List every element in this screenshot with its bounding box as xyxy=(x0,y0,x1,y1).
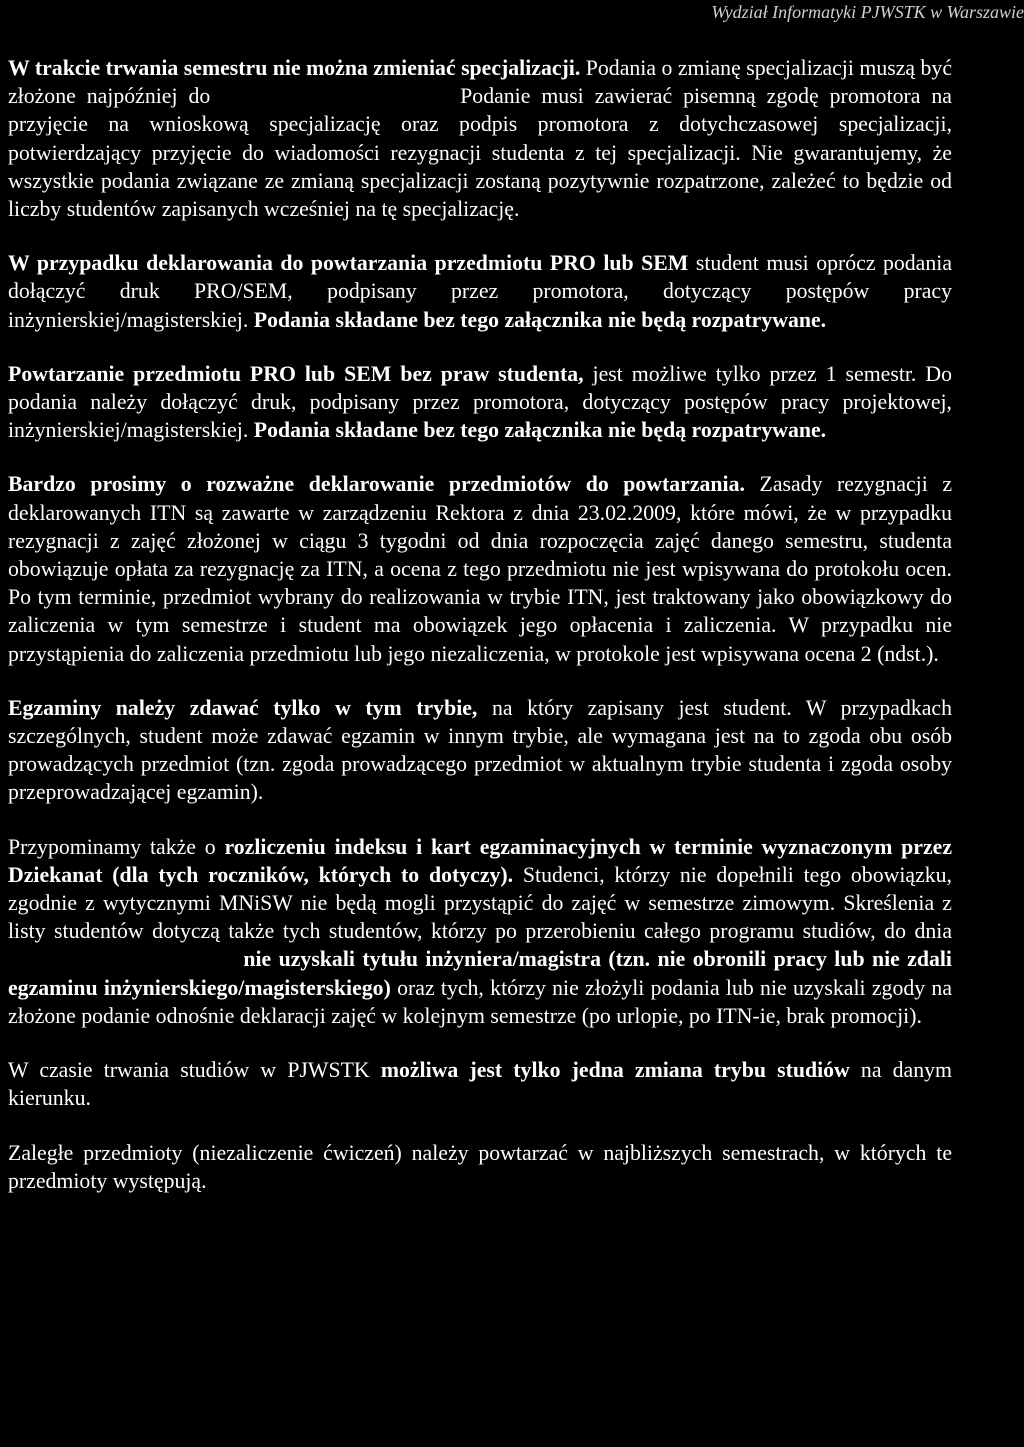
document-body xyxy=(8,54,952,1221)
paragraph-repeat-pro-sem xyxy=(8,249,952,334)
text-run: Bardzo prosimy o rozważne deklarowanie przedmiotów do powtarzania. xyxy=(8,472,745,497)
text-run: na danym kierunku. xyxy=(8,1058,952,1111)
paragraph-overdue-subjects xyxy=(8,1139,952,1195)
text-run: jest możliwe tylko przez 1 semestr. Do podania należy dołączyć druk, podpisany przez promotora, dotyczący postępów pracy projektowej, inżynierskiej/magisterskiej. xyxy=(8,361,952,443)
text-run: W czasie trwania studiów w PJWSTK xyxy=(8,1058,381,1083)
text-run: Zaległe przedmioty (niezaliczenie ćwiczeń) należy powtarzać w najbliższych semestrach, w których te przedmioty występują. xyxy=(8,1140,952,1193)
paragraph-itn-declaration xyxy=(8,470,952,667)
paragraph-specialization-change xyxy=(8,54,952,223)
text-run: Podania składane bez tego załącznika nie będą rozpatrywane. xyxy=(253,418,827,443)
text-run: W przypadku deklarowania do powtarzania przedmiotu PRO lub SEM xyxy=(8,251,689,276)
text-run: Podania składane bez tego załącznika nie będą rozpatrywane. xyxy=(253,307,827,332)
paragraph-index-settlement xyxy=(8,833,952,1030)
text-run: rozliczeniu indeksu i kart egzaminacyjnych w terminie wyznaczonym przez Dziekanat (dla tych roczników, których to dotyczy). xyxy=(8,834,952,887)
text-run: Zasady rezygnacji z deklarowanych ITN są zawarte w zarządzeniu Rektora z dnia 23.02.2009, które mówi, że w przypadku rezygnacji z zajęć złożonej w ciągu 3 tygodni od dnia rozpoczęcia zajęć danego semestru, studenta obowiązuje opłata za rezygnację za ITN, a ocena z tego przedmiotu nie jest wpisywana do protokołu ocen. Po tym terminie, przedmiot wybrany do realizowania w trybie ITN, jest traktowany jako obowiązkowy do zaliczenia w tym semestrze i student ma obowiązek jego opłacenia i zaliczenia. W przypadku nie przystąpienia do zaliczenia przedmiotu lub jego niezaliczenia, w protokole jest wpisywana ocena 2 (ndst.). xyxy=(8,472,953,666)
text-run: na który zapisany jest student. W przypadkach szczególnych, student może zdawać egzamin w innym trybie, ale wymagana jest na to zgoda obu osób prowadzących przedmiot (tzn. zgoda prowadzącego przedmiot w aktualnym trybie studenta i zgoda osoby przeprowadzającej egzamin). xyxy=(8,695,952,805)
text-run: student musi oprócz podania dołączyć druk PRO/SEM, podpisany przez promotora, dotyczący postępów pracy inżynierskiej/magisterskiej. xyxy=(8,251,952,332)
paragraph-study-mode-change xyxy=(8,1056,952,1112)
paragraph-repeat-without-rights xyxy=(8,360,952,445)
paragraph-exams-mode xyxy=(8,694,952,807)
text-run: nie uzyskali tytułu inżyniera/magistra (tzn. nie obronili pracy lub nie zdali egzaminu inżynierskiego/magisterskiego) xyxy=(8,947,952,1000)
text-run: Przypominamy także o xyxy=(8,834,225,859)
text-run: W trakcie trwania semestru nie można zmieniać specjalizacji. xyxy=(8,56,581,80)
page-header: Wydział Informatyki PJWSTK w Warszawie xyxy=(711,2,1024,22)
text-run: Podania o zmianę specjalizacji muszą być złożone najpóźniej do xyxy=(8,56,952,109)
text-run: oraz tych, którzy nie złożyli podania lub nie uzyskali zgody na złożone podanie odnośnie deklaracji zajęć w kolejnym semestrze (po urlopie, po ITN-ie, brak promocji). xyxy=(8,975,952,1028)
text-run: Egzaminy należy zdawać tylko w tym trybie, xyxy=(8,695,478,720)
text-run: Studenci, którzy nie dopełnili tego obowiązku, zgodnie z wytycznymi MNiSW nie będą mogli przystąpić do zajęć w semestrze zimowym. Skreślenia z listy studentów dotyczą także tych studentów, którzy po przerobieniu całego programu studiów, do dnia xyxy=(8,862,952,944)
text-run: możliwa jest tylko jedna zmiana trybu studiów xyxy=(380,1058,850,1083)
text-run: Powtarzanie przedmiotu PRO lub SEM bez praw studenta, xyxy=(8,361,584,386)
text-run: Podanie musi zawierać pisemną zgodę promotora na przyjęcie na wnioskową specjalizację oraz podpis promotora z dotychczasowej specjalizacji, potwierdzający przyjęcie do wiadomości rezygnacji studenta z tej specjalizacji. Nie gwarantujemy, że wszystkie podania związane ze zmianą specjalizacji zostaną pozytywnie rozpatrzone, zależeć to będzie od liczby studentów zapisanych wcześniej na tę specjalizację. xyxy=(8,84,952,222)
